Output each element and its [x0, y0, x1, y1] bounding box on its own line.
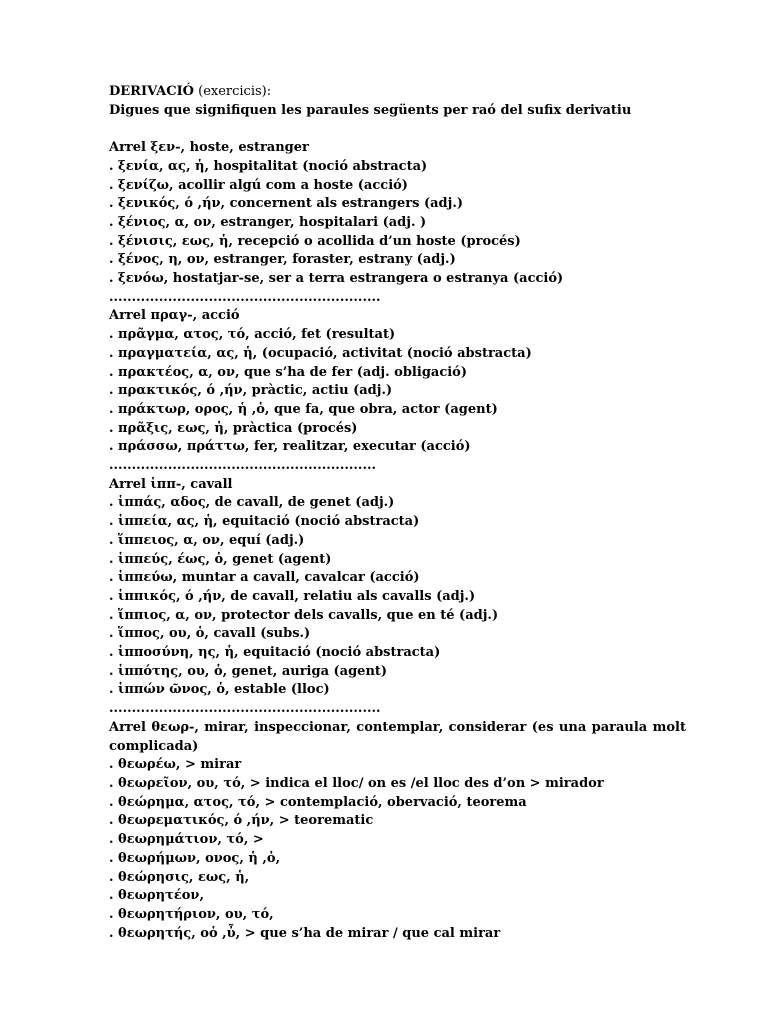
list-item: . ἱππικός, ό ,ήν, de cavall, relatiu als cavalls (adj.): [109, 588, 476, 604]
section-hipp: [109, 476, 686, 719]
document-title: DERIVACIÓ (exercicis):: [109, 84, 272, 99]
list-item: . ἱππάς, αδος, de cavall, de genet (adj.): [109, 495, 395, 511]
section-xen: [109, 139, 686, 307]
list-item: . πρακτικός, ό ,ήν, pràctic, actiu (adj.): [109, 383, 393, 399]
list-item: . ξενικός, ό ,ήν, concernent als estrangers (adj.): [109, 196, 463, 212]
list-item: . ἱππεία, ας, ἡ, equitació (noció abstracta): [109, 514, 420, 530]
list-item: . ξένισις, εως, ἡ, recepció o acollida d’un hoste (procés): [109, 233, 521, 249]
list-item: . θεωρήμων, ονος, ἡ ,ὁ,: [109, 850, 281, 866]
list-item: . ἱππών ῶνος, ὁ, estable (lloc): [109, 682, 330, 698]
list-item: . ξενόω, hostatjar-se, ser a terra estrangera o estranya (acció): [109, 271, 564, 287]
root-heading: Arrel θεωρ-, mirar, inspeccionar, contemplar, considerar (es una paraula molt complicada): [109, 719, 686, 754]
list-item: . ἵππιος, α, ον, protector dels cavalls, que en té (adj.): [109, 607, 499, 623]
list-item: . θεώρημα, ατος, τό, > contemplació, obervació, teorema: [109, 794, 527, 810]
list-item: . ἵππειος, α, ον, equí (adj.): [109, 532, 305, 548]
list-item: . ἱππεύς, έως, ὁ, genet (agent): [109, 551, 332, 567]
list-item: . πρακτέος, α, ον, que s’ha de fer (adj. obligació): [109, 364, 468, 380]
dotted-separator: ............................................................: [109, 701, 381, 717]
list-item: . θεωρεῖον, ου, τό, > indica el lloc/ on es /el lloc des d’on > mirador: [109, 776, 604, 791]
list-item: . θεωρεματικός, ό ,ήν, > teorematic: [109, 813, 374, 829]
root-heading: Arrel ξεν-, hoste, estranger: [109, 140, 309, 156]
list-item: . ξενία, ας, ἡ, hospitalitat (noció abstracta): [109, 158, 428, 174]
root-heading: Arrel ἱππ-, cavall: [109, 476, 233, 492]
section-theor: [109, 719, 686, 943]
list-item: . ξένιος, α, ον, estranger, hospitalari (adj. ): [109, 214, 427, 230]
list-item: . ἱππότης, ου, ὁ, genet, auriga (agent): [109, 663, 388, 679]
list-item: . θεώρησις, εως, ἡ,: [109, 869, 250, 885]
list-item: . θεωρητήριον, ου, τό,: [109, 906, 274, 922]
dotted-separator: ...........................................................: [109, 458, 377, 474]
blank-line: [109, 120, 686, 139]
section-prag: [109, 307, 686, 475]
list-item: . ἱπποσύνη, ης, ἡ, equitació (noció abstracta): [109, 645, 441, 661]
list-item: . πραγματεία, ας, ἡ, (ocupació, activitat (noció abstracta): [109, 345, 532, 361]
list-item: . πρᾶξις, εως, ἡ, pràctica (procés): [109, 420, 358, 436]
list-item: . ἵππος, ου, ὁ, cavall (subs.): [109, 626, 311, 642]
list-item: . ἱππεύω, muntar a cavall, cavalcar (acció): [109, 570, 420, 586]
instruction-text: Digues que signifiquen les paraules següents per raó del sufix derivatiu: [109, 102, 632, 118]
list-item: . θεωρητέον,: [109, 888, 204, 904]
list-item: . ξενίζω, acollir algú com a hoste (acció): [109, 177, 408, 193]
root-heading: Arrel πραγ-, acció: [109, 308, 240, 324]
list-item: . θεωρέω, > mirar: [109, 757, 242, 773]
dotted-separator: ............................................................: [109, 289, 381, 305]
document-body: [109, 83, 686, 943]
list-item: . θεωρημάτιον, τό, >: [109, 832, 264, 848]
list-item: . πρᾶγμα, ατος, τό, acció, fet (resultat): [109, 327, 396, 343]
list-item: . πράσσω, πράττω, fer, realitzar, executar (acció): [109, 439, 471, 455]
list-item: . ξένος, η, ον, estranger, foraster, estrany (adj.): [109, 252, 456, 268]
list-item: . θεωρητής, οὁ ,ὖ, > que s’ha de mirar / que cal mirar: [109, 925, 501, 941]
list-item: . πράκτωρ, ορος, ἡ ,ὁ, que fa, que obra, actor (agent): [109, 401, 498, 417]
